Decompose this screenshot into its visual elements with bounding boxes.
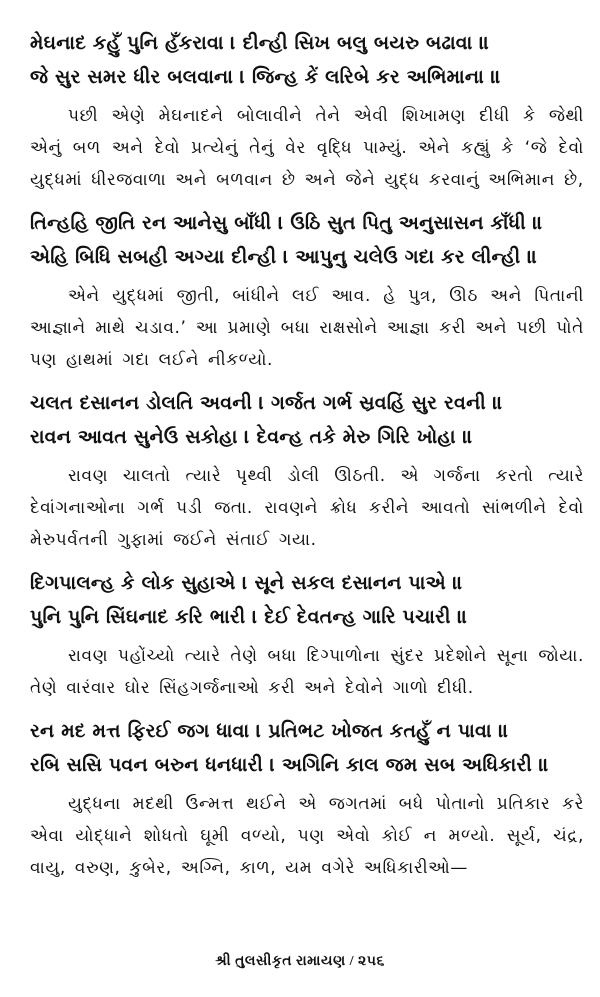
verse-line: રબિ સસિ પવન બરુન ધનધારી । અગિનિ કાલ જમ સબ અધિકારી ॥ bbox=[30, 754, 550, 776]
verse-line: રાવન આવત સુનેઉ સકોહા । દેવન્હ તકે મેરુ ગિરિ ખોહા ॥ bbox=[30, 426, 473, 448]
verse-block bbox=[30, 566, 584, 634]
prose-paragraph: એને યુદ્ધમાં જીતી, બાંધીને લઈ આવ. હે પુત્ર, ઊઠ અને પિતાની આજ્ઞાને માથે ચડાવ.’ આ પ્રમાણે બધા રાક્ષસોને આજ્ઞા કરી અને પછી પોતે પણ હાથમાં ગદા લઈને નીકળ્યો. bbox=[30, 286, 584, 370]
verse-block bbox=[30, 206, 584, 274]
verse-block bbox=[30, 714, 584, 782]
page-footer: શ્રી તુલસીકૃત રામાયણ / ૨૫૬ bbox=[215, 954, 385, 969]
verse-block bbox=[30, 386, 584, 454]
prose-paragraph: પછી એણે મેઘનાદને બોલાવીને તેને એવી શિખામણ દીધી કે જેથી એનું બળ અને દેવો પ્રત્યેનું તેનું વેર વૃદ્ધિ પામ્યું. એને કહ્યું કે ‘જે દેવો યુદ્ધમાં ધીરજવાળા અને બળવાન છે અને જેને યુદ્ધ કરવાનું અભિમાન છે, bbox=[30, 106, 584, 190]
verse-line: રન મદ મત્ત ફિરઈ જગ ધાવા । પ્રતિભટ ખોજત કતહુઁ ન પાવા ॥ bbox=[30, 720, 509, 742]
prose-paragraph: રાવણ ચાલતો ત્યારે પૃથ્વી ડોલી ઊઠતી. એ ગર્જના કરતો ત્યારે દેવાંગનાઓના ગર્ભ પડી જતા. રાવણને ક્રોધ કરીને આવતો સાંભળીને દેવો મેરુપર્વતની ગુફામાં જઈને સંતાઈ ગયા. bbox=[30, 466, 584, 550]
verse-line: મેઘનાદ કહુઁ પુનિ હઁકરાવા । દીન્હી સિખ બલુ બયરુ બઢાવા ॥ bbox=[30, 32, 490, 54]
verse-block bbox=[30, 26, 584, 94]
verse-line: જે સુર સમર ધીર બલવાના । જિન્હ કેં લરિબે કર અભિમાના ॥ bbox=[30, 66, 501, 88]
verse-line: એહિ બિધિ સબહી અગ્યા દીન્હી । આપુનુ ચલેઉ ગદા કર લીન્હી ॥ bbox=[30, 246, 538, 268]
verse-line: તિન્હહિ જીતિ રન આનેસુ બાઁધી । ઉઠિ સુત પિતુ અનુસાસન કાઁધી ॥ bbox=[30, 212, 543, 234]
verse-line: દિગપાલન્હ કે લોક સુહાએ । સૂને સકલ દસાનન પાએ ॥ bbox=[30, 572, 463, 594]
verse-line: પુનિ પુનિ સિંઘનાદ કરિ ભારી । દેઈ દેવતન્હ ગારિ પચારી ॥ bbox=[30, 606, 468, 628]
prose-paragraph: રાવણ પહોંચ્યો ત્યારે તેણે બધા દિગ્પાળોના સુંદર પ્રદેશોને સૂના જોયા. તેણે વારંવાર ઘોર સિંહગર્જનાઓ કરી અને દેવોને ગાળો દીધી. bbox=[30, 646, 584, 698]
prose-paragraph: યુદ્ધના મદથી ઉન્મત્ત થઈને એ જગતમાં બધે પોતાનો પ્રતિકાર કરે એવા યોદ્ધાને શોધતો ઘૂમી વળ્યો, પણ એવો કોઈ ન મળ્યો. સૂર્ય, ચંદ્ર, વાયુ, વરુણ, કુબેર, અગ્નિ, કાળ, યમ વગેરે અધિકારીઓ— bbox=[30, 794, 584, 878]
verse-line: ચલત દસાનન ડોલતિ અવની । ગર્જત ગર્ભ સ્રવહિં સુર રવની ॥ bbox=[30, 392, 503, 414]
